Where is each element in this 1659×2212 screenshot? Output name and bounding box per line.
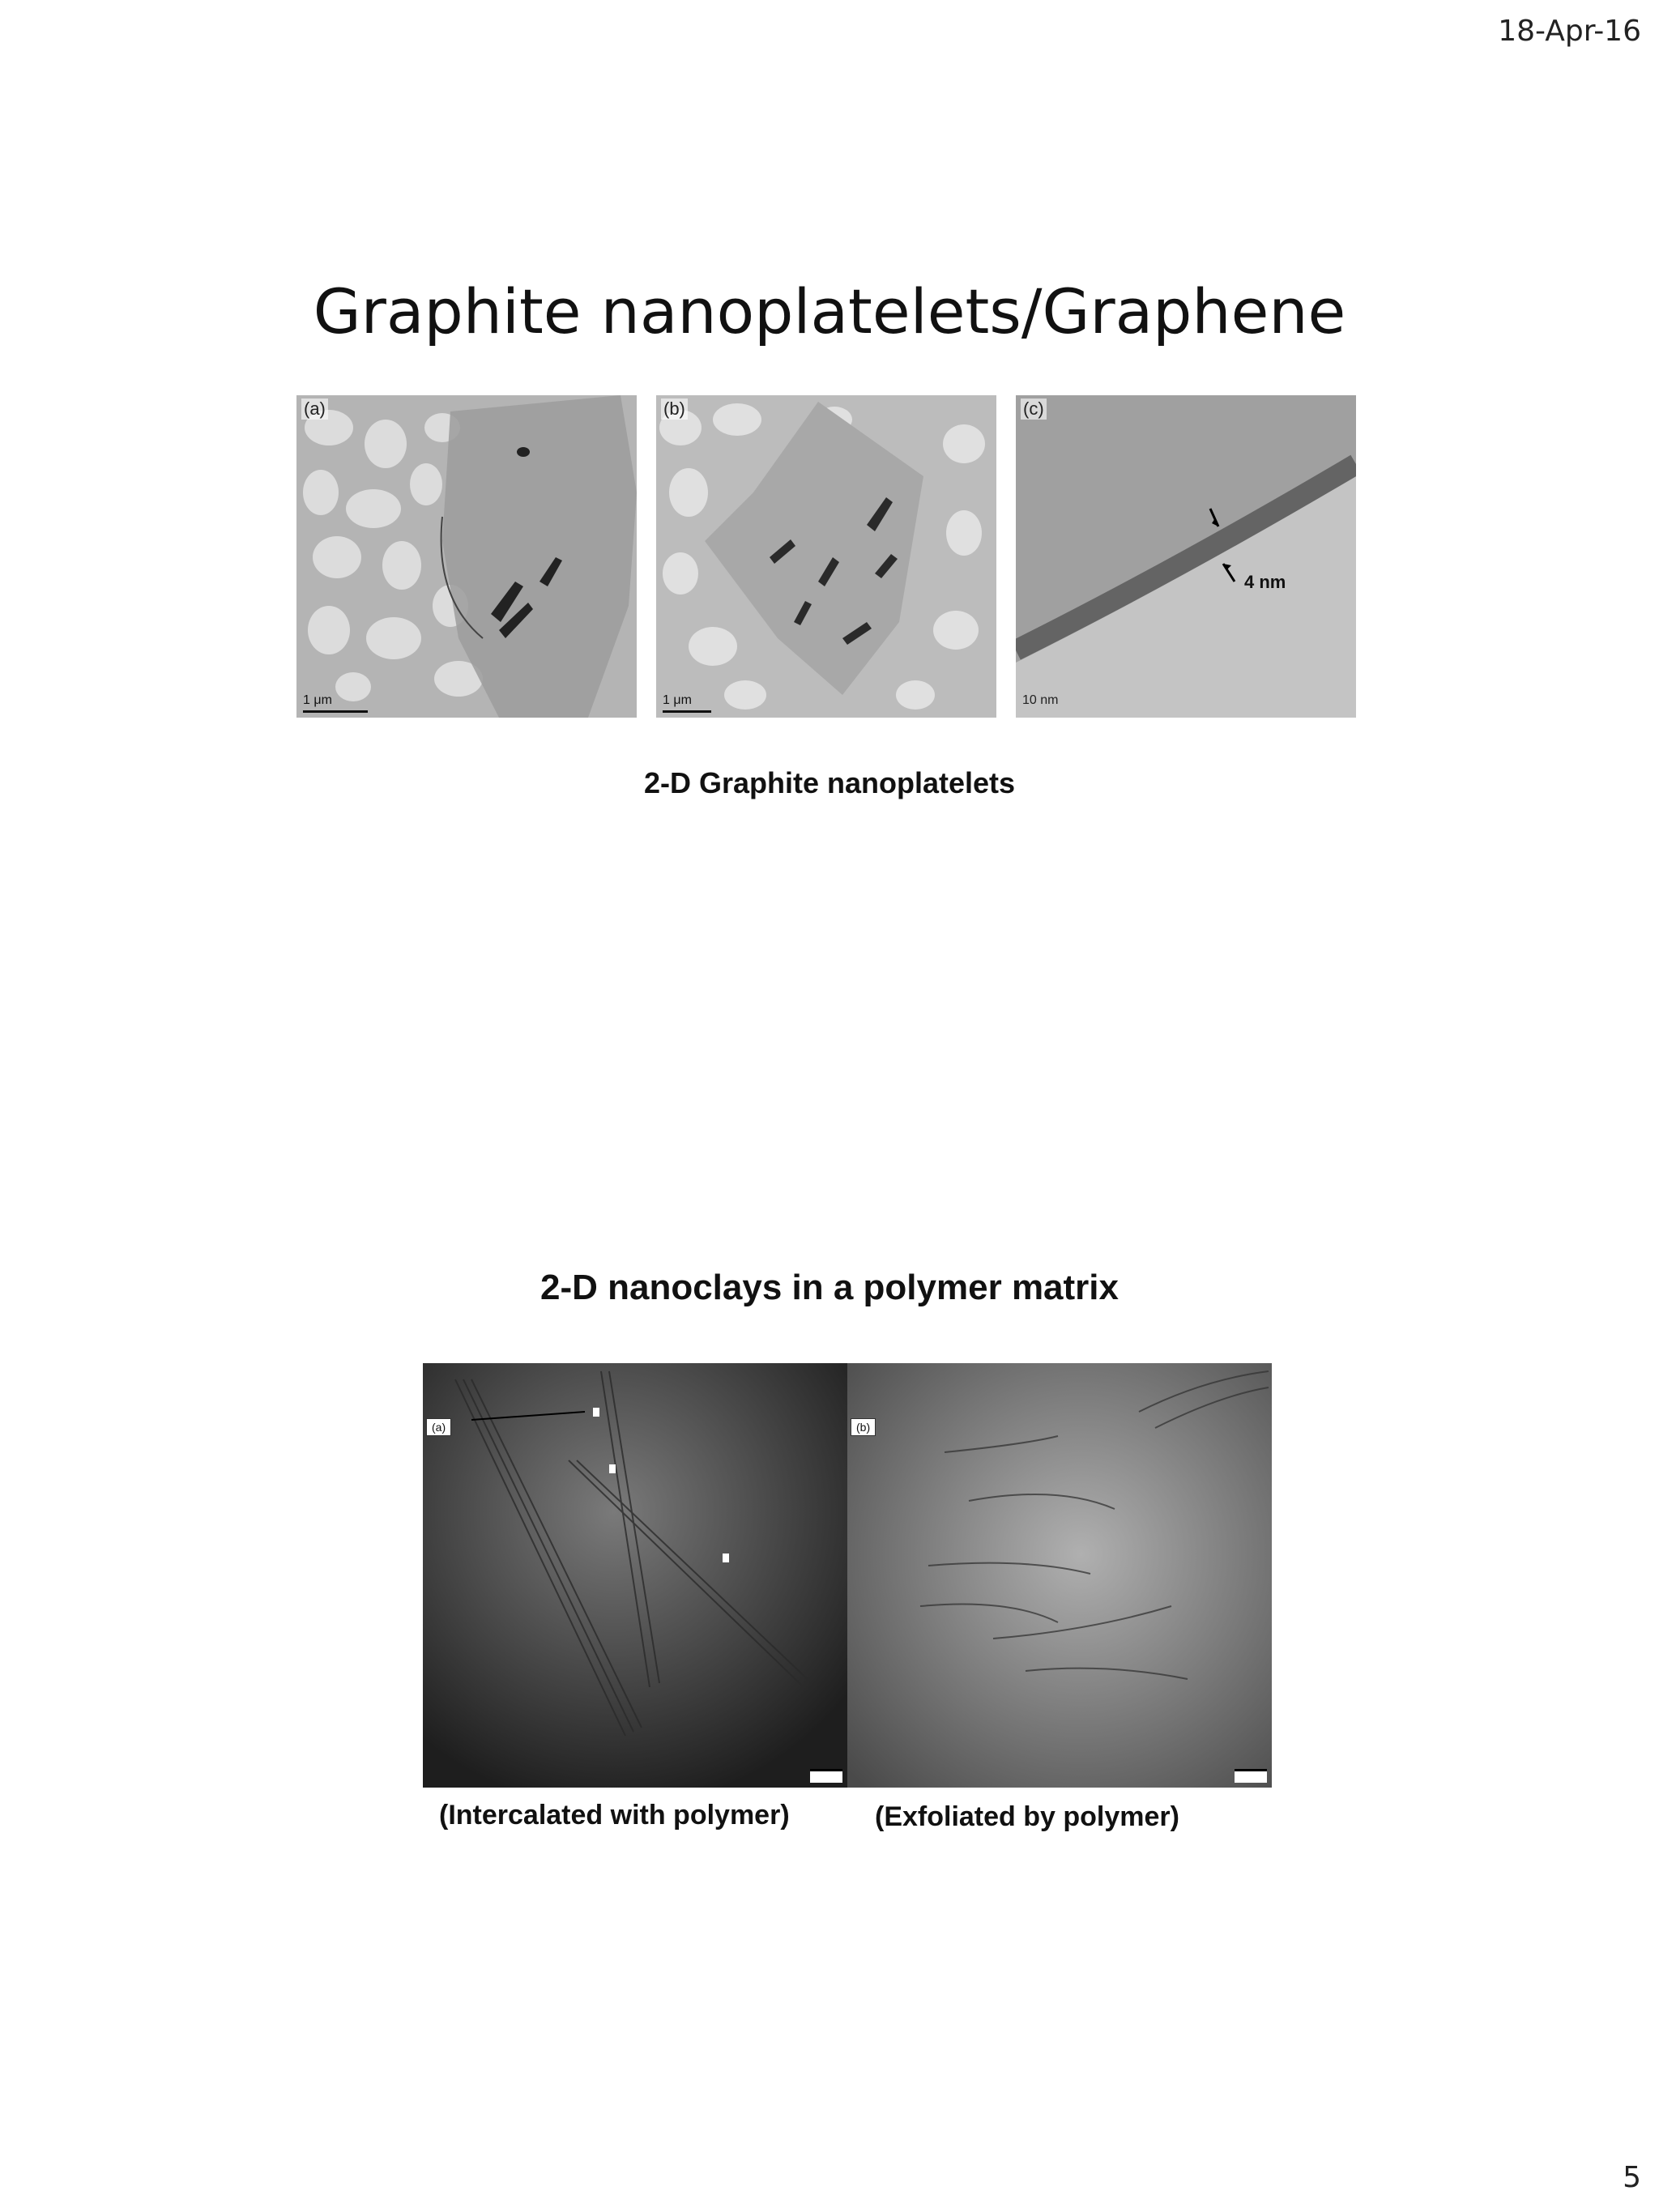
- measurement-label: [723, 1554, 729, 1562]
- nanoclay-heading: 2-D nanoclays in a polymer matrix: [539, 1268, 1120, 1307]
- nanoclay-b-micrograph: [847, 1363, 1272, 1788]
- graphite-a-micrograph: [296, 395, 637, 718]
- caption-intercalated: (Intercalated with polymer): [439, 1800, 790, 1831]
- panel-label-b: (b): [851, 1418, 876, 1436]
- nanoclay-image-a: [423, 1363, 847, 1788]
- thickness-annotation: 4 nm: [1244, 572, 1286, 592]
- scale-bar: [303, 710, 368, 713]
- graphite-caption: 2-D Graphite nanoplatelets: [643, 766, 1016, 799]
- panel-label-c: (c): [1021, 399, 1047, 420]
- slide-date: 18-Apr-16: [1498, 15, 1641, 48]
- graphite-image-a: [296, 395, 637, 718]
- measurement-label: [609, 1464, 616, 1473]
- slide-title: Graphite nanoplatelets/Graphene: [313, 275, 1346, 347]
- graphite-image-c: [1016, 395, 1356, 718]
- panel-label-a: (a): [426, 1418, 451, 1436]
- measurement-label: [593, 1408, 599, 1417]
- scale-label-a: 1 μm: [303, 693, 332, 707]
- panel-label-b: (b): [661, 399, 688, 420]
- scale-bar: [810, 1769, 842, 1783]
- scale-bar: [1235, 1769, 1267, 1783]
- page-number: 5: [1623, 2161, 1641, 2194]
- nanoclay-a-micrograph: [423, 1363, 847, 1788]
- graphite-image-b: [656, 395, 996, 718]
- scale-bar: [663, 710, 711, 713]
- caption-exfoliated: (Exfoliated by polymer): [875, 1801, 1179, 1832]
- scale-label-b: 1 μm: [663, 693, 692, 707]
- graphite-c-micrograph: [1016, 395, 1356, 718]
- graphite-b-micrograph: [656, 395, 996, 718]
- panel-label-a: (a): [301, 399, 328, 420]
- nanoclay-image-b: [847, 1363, 1272, 1788]
- scale-label-c: 10 nm: [1022, 693, 1059, 707]
